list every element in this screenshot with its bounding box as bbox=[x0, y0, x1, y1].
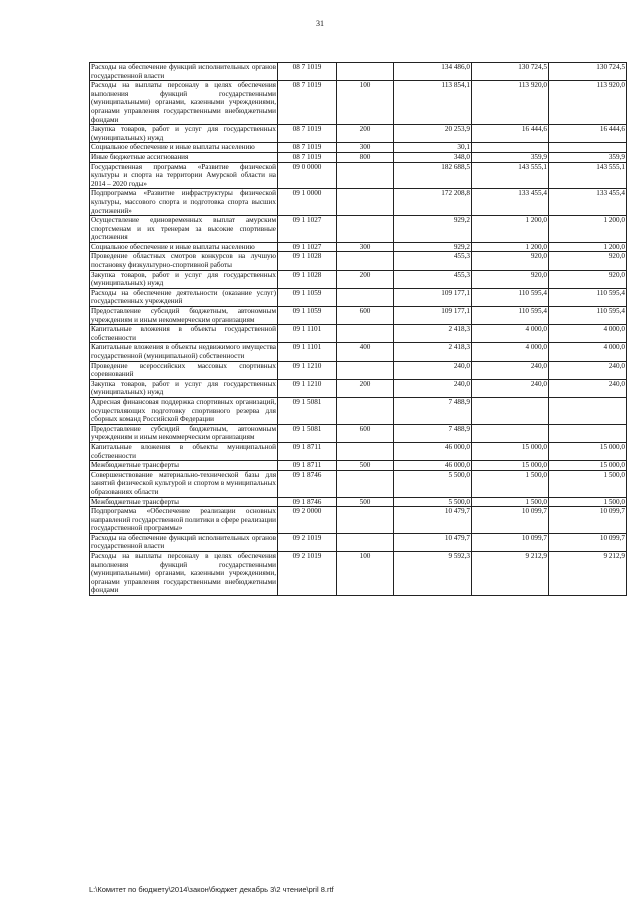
table-row bbox=[90, 552, 627, 596]
row-name-cell: Проведение всероссийских массовых спортивных соревнований bbox=[91, 361, 276, 379]
row-name-cell: Осуществление единовременных выплат амурским спортсменам и их тренерам за высокие спортивные достижения bbox=[91, 216, 276, 242]
row-2016-value: 4 000,0 bbox=[549, 325, 627, 343]
row-2016-value: 15 000,0 bbox=[549, 461, 627, 471]
row-2015-value: 240,0 bbox=[472, 361, 549, 379]
row-type-cell bbox=[337, 325, 394, 343]
row-code-cell: 09 2 0000 bbox=[278, 507, 337, 534]
row-2014-value: 7 488,9 bbox=[394, 397, 472, 424]
table-row bbox=[90, 63, 627, 81]
row-code-cell: 09 1 1028 bbox=[278, 252, 337, 270]
row-2014-value: 109 177,1 bbox=[394, 307, 472, 325]
row-2016-value bbox=[549, 424, 627, 442]
table-row bbox=[90, 252, 627, 270]
row-2014-value: 5 500,0 bbox=[394, 497, 472, 507]
table-row bbox=[90, 143, 627, 153]
row-code-cell: 09 1 8711 bbox=[278, 461, 337, 471]
table-row bbox=[90, 125, 627, 143]
row-2015-value: 10 099,7 bbox=[472, 507, 549, 534]
table-row bbox=[90, 270, 627, 288]
row-2016-value: 10 099,7 bbox=[549, 533, 627, 551]
row-type-cell bbox=[337, 288, 394, 306]
row-type-cell: 200 bbox=[337, 270, 394, 288]
row-code-cell: 08 7 1019 bbox=[278, 152, 337, 162]
row-code-cell: 09 1 8711 bbox=[278, 442, 337, 460]
row-code-cell: 09 1 1027 bbox=[278, 216, 337, 243]
row-code-cell: 09 1 1210 bbox=[278, 379, 337, 397]
row-2014-value: 929,2 bbox=[394, 216, 472, 243]
row-name-cell: Совершенствование материально-технической базы для занятий физической культурой и спортом в муниципальных образованиях области bbox=[91, 470, 276, 496]
row-2014-value: 348,0 bbox=[394, 152, 472, 162]
row-2016-value: 1 200,0 bbox=[549, 216, 627, 243]
table-row bbox=[90, 461, 627, 471]
row-2015-value bbox=[472, 424, 549, 442]
row-2016-value: 113 920,0 bbox=[549, 81, 627, 125]
row-2016-value: 16 444,6 bbox=[549, 125, 627, 143]
row-2015-value: 10 099,7 bbox=[472, 533, 549, 551]
row-2014-value: 240,0 bbox=[394, 379, 472, 397]
row-2015-value bbox=[472, 397, 549, 424]
row-type-cell bbox=[337, 252, 394, 270]
row-name-cell: Закупка товаров, работ и услуг для государственных (муниципальных) нужд bbox=[91, 379, 276, 397]
table-row bbox=[90, 442, 627, 460]
row-name-cell: Расходы на обеспечение функций исполнительных органов государственной власти bbox=[91, 63, 276, 80]
row-name-cell: Иные бюджетные ассигнования bbox=[90, 152, 278, 162]
row-2015-value: 113 920,0 bbox=[472, 81, 549, 125]
row-2014-value: 20 253,9 bbox=[394, 125, 472, 143]
row-2014-value: 7 488,9 bbox=[394, 424, 472, 442]
row-type-cell bbox=[337, 397, 394, 424]
row-type-cell: 200 bbox=[337, 125, 394, 143]
row-2015-value: 240,0 bbox=[472, 379, 549, 397]
row-name-cell: Подпрограмма «Развитие инфраструктуры физической культуры, массового спорта и подготовка спорта высших достижений» bbox=[91, 189, 276, 215]
row-type-cell bbox=[337, 216, 394, 243]
row-code-cell: 09 1 1059 bbox=[278, 307, 337, 325]
row-type-cell bbox=[337, 63, 394, 81]
row-code-cell: 09 1 8746 bbox=[278, 497, 337, 507]
row-name-cell: Закупка товаров, работ и услуг для государственных (муниципальных) нужд bbox=[91, 125, 276, 142]
row-type-cell: 800 bbox=[337, 152, 394, 162]
row-code-cell: 09 2 1019 bbox=[278, 552, 337, 596]
row-2016-value: 15 000,0 bbox=[549, 442, 627, 460]
row-code-cell: 09 0 0000 bbox=[278, 162, 337, 189]
row-code-cell: 08 7 1019 bbox=[278, 143, 337, 153]
row-code-cell: 08 7 1019 bbox=[278, 81, 337, 125]
row-name-cell: Расходы на обеспечение деятельности (оказание услуг) государственных учреждений bbox=[91, 288, 276, 306]
row-code-cell: 09 1 5081 bbox=[278, 424, 337, 442]
row-2014-value: 134 486,0 bbox=[394, 63, 472, 81]
row-name-cell: Межбюджетные трансферты bbox=[90, 497, 278, 507]
row-type-cell: 600 bbox=[337, 307, 394, 325]
row-type-cell: 200 bbox=[337, 379, 394, 397]
table-row bbox=[90, 307, 627, 325]
row-name-cell: Закупка товаров, работ и услуг для государственных (муниципальных) нужд bbox=[91, 270, 276, 288]
row-2016-value: 920,0 bbox=[549, 270, 627, 288]
row-type-cell: 500 bbox=[337, 461, 394, 471]
table-row bbox=[90, 189, 627, 216]
row-type-cell bbox=[337, 470, 394, 497]
row-type-cell: 400 bbox=[337, 343, 394, 361]
row-2014-value: 929,2 bbox=[394, 242, 472, 252]
row-2015-value: 1 200,0 bbox=[472, 242, 549, 252]
row-name-cell: Социальное обеспечение и иные выплаты населению bbox=[90, 143, 278, 153]
row-2014-value: 240,0 bbox=[394, 361, 472, 379]
table-row bbox=[90, 288, 627, 306]
table-row bbox=[90, 470, 627, 497]
row-2016-value bbox=[549, 397, 627, 424]
row-2016-value: 110 595,4 bbox=[549, 288, 627, 306]
row-2014-value: 113 854,1 bbox=[394, 81, 472, 125]
row-type-cell bbox=[337, 442, 394, 460]
row-code-cell: 09 1 1101 bbox=[278, 343, 337, 361]
row-name-cell: Предоставление субсидий бюджетным, автономным учреждениям и иным некоммерческим организациям bbox=[91, 307, 276, 324]
table-row bbox=[90, 343, 627, 361]
table-row bbox=[90, 497, 627, 507]
row-2016-value: 240,0 bbox=[549, 379, 627, 397]
row-2016-value: 240,0 bbox=[549, 361, 627, 379]
row-2016-value: 4 000,0 bbox=[549, 343, 627, 361]
table-row bbox=[90, 361, 627, 379]
footer-file-path: L:\Комитет по бюджету\2014\закон\бюджет декабрь 3\2 чтение\pril 8.rtf bbox=[89, 885, 334, 894]
row-type-cell bbox=[337, 507, 394, 534]
row-2014-value: 46 000,0 bbox=[394, 461, 472, 471]
row-2014-value: 10 479,7 bbox=[394, 507, 472, 534]
row-2016-value bbox=[549, 143, 627, 153]
row-type-cell: 300 bbox=[337, 143, 394, 153]
row-type-cell bbox=[337, 361, 394, 379]
row-name-cell: Социальное обеспечение и иные выплаты населению bbox=[90, 242, 278, 252]
row-2016-value: 143 555,1 bbox=[549, 162, 627, 189]
table-row bbox=[90, 507, 627, 534]
table-row bbox=[90, 424, 627, 442]
row-type-cell bbox=[337, 162, 394, 189]
budget-table bbox=[89, 62, 627, 596]
row-2016-value: 130 724,5 bbox=[549, 63, 627, 81]
row-name-cell: Расходы на выплаты персоналу в целях обеспечения выполнения функций государственными (муниципальными) органами, казенными учреждениями, органами управления государственными внебюджетными фондами bbox=[91, 552, 276, 595]
row-2015-value: 15 000,0 bbox=[472, 442, 549, 460]
row-name-cell: Расходы на выплаты персоналу в целях обеспечения выполнения функций государственными (муниципальными) органами, казенными учреждениями, органами управления государственными внебюджетными фондами bbox=[91, 81, 276, 124]
row-type-cell: 100 bbox=[337, 81, 394, 125]
table-row bbox=[90, 81, 627, 125]
table-row bbox=[90, 152, 627, 162]
row-code-cell: 09 1 1028 bbox=[278, 270, 337, 288]
row-name-cell: Проведение областных смотров конкурсов на лучшую постановку физкультурно-спортивной работы bbox=[91, 252, 276, 270]
row-code-cell: 08 7 1019 bbox=[278, 63, 337, 81]
row-code-cell: 09 1 0000 bbox=[278, 189, 337, 216]
row-2014-value: 5 500,0 bbox=[394, 470, 472, 497]
row-type-cell: 600 bbox=[337, 424, 394, 442]
row-2015-value: 4 000,0 bbox=[472, 343, 549, 361]
row-2016-value: 1 200,0 bbox=[549, 242, 627, 252]
row-2016-value: 9 212,9 bbox=[549, 552, 627, 596]
row-code-cell: 09 1 1210 bbox=[278, 361, 337, 379]
row-code-cell: 08 7 1019 bbox=[278, 125, 337, 143]
row-2015-value: 4 000,0 bbox=[472, 325, 549, 343]
row-2016-value: 359,9 bbox=[549, 152, 627, 162]
row-2014-value: 46 000,0 bbox=[394, 442, 472, 460]
row-name-cell: Капитальные вложения в объекты государственной собственности bbox=[91, 325, 276, 342]
row-2015-value: 15 000,0 bbox=[472, 461, 549, 471]
row-code-cell: 09 1 8746 bbox=[278, 470, 337, 497]
row-2014-value: 9 592,3 bbox=[394, 552, 472, 596]
row-2015-value: 1 500,0 bbox=[472, 497, 549, 507]
row-name-cell: Капитальные вложения в объекты муниципальной собственности bbox=[91, 442, 276, 460]
row-2014-value: 109 177,1 bbox=[394, 288, 472, 306]
row-code-cell: 09 1 1059 bbox=[278, 288, 337, 306]
row-code-cell: 09 2 1019 bbox=[278, 533, 337, 551]
row-2015-value: 920,0 bbox=[472, 252, 549, 270]
row-2014-value: 30,1 bbox=[394, 143, 472, 153]
row-2015-value: 143 555,1 bbox=[472, 162, 549, 189]
row-type-cell bbox=[337, 189, 394, 216]
row-2015-value: 1 500,0 bbox=[472, 470, 549, 497]
row-2015-value: 16 444,6 bbox=[472, 125, 549, 143]
table-row bbox=[90, 242, 627, 252]
row-2016-value: 10 099,7 bbox=[549, 507, 627, 534]
row-type-cell: 100 bbox=[337, 552, 394, 596]
row-2016-value: 920,0 bbox=[549, 252, 627, 270]
table-row bbox=[90, 379, 627, 397]
row-name-cell: Капитальные вложения в объекты недвижимого имущества государственной (муниципальной) собственности bbox=[91, 343, 276, 360]
table-row bbox=[90, 325, 627, 343]
row-name-cell: Предоставление субсидий бюджетным, автономным учреждениям и иным некоммерческим организациям bbox=[91, 424, 276, 442]
budget-table-body bbox=[90, 63, 627, 596]
row-2015-value: 130 724,5 bbox=[472, 63, 549, 81]
row-2016-value: 110 595,4 bbox=[549, 307, 627, 325]
row-2016-value: 133 455,4 bbox=[549, 189, 627, 216]
table-row bbox=[90, 162, 627, 189]
row-2014-value: 182 688,5 bbox=[394, 162, 472, 189]
row-type-cell: 500 bbox=[337, 497, 394, 507]
row-type-cell: 300 bbox=[337, 242, 394, 252]
row-2014-value: 455,3 bbox=[394, 252, 472, 270]
row-2016-value: 1 500,0 bbox=[549, 470, 627, 497]
row-name-cell: Адресная финансовая поддержка спортивных организаций, осуществляющих подготовку спортивного резерва для сборных команд Российской Федерации bbox=[91, 397, 276, 424]
row-2016-value: 1 500,0 bbox=[549, 497, 627, 507]
row-type-cell bbox=[337, 533, 394, 551]
row-2014-value: 172 208,8 bbox=[394, 189, 472, 216]
row-2015-value: 110 595,4 bbox=[472, 288, 549, 306]
row-2015-value: 110 595,4 bbox=[472, 307, 549, 325]
row-2015-value: 359,9 bbox=[472, 152, 549, 162]
row-code-cell: 09 1 5081 bbox=[278, 397, 337, 424]
row-2014-value: 2 418,3 bbox=[394, 343, 472, 361]
table-row bbox=[90, 533, 627, 551]
row-2014-value: 10 479,7 bbox=[394, 533, 472, 551]
table-row bbox=[90, 216, 627, 243]
row-2015-value: 920,0 bbox=[472, 270, 549, 288]
row-2014-value: 455,3 bbox=[394, 270, 472, 288]
row-name-cell: Межбюджетные трансферты bbox=[90, 461, 278, 471]
row-name-cell: Государственная программа «Развитие физической культуры и спорта на территории Амурской области на 2014 – 2020 годы» bbox=[91, 162, 276, 188]
row-code-cell: 09 1 1027 bbox=[278, 242, 337, 252]
row-code-cell: 09 1 1101 bbox=[278, 325, 337, 343]
row-2015-value: 1 200,0 bbox=[472, 216, 549, 243]
row-2015-value: 9 212,9 bbox=[472, 552, 549, 596]
row-2015-value bbox=[472, 143, 549, 153]
row-2015-value: 133 455,4 bbox=[472, 189, 549, 216]
row-name-cell: Расходы на обеспечение функций исполнительных органов государственной власти bbox=[91, 533, 276, 551]
row-name-cell: Подпрограмма «Обеспечение реализации основных направлений государственной политики в сфере реализации государственной программы» bbox=[91, 507, 276, 533]
table-row bbox=[90, 397, 627, 424]
row-2014-value: 2 418,3 bbox=[394, 325, 472, 343]
page-number: 31 bbox=[316, 19, 324, 28]
